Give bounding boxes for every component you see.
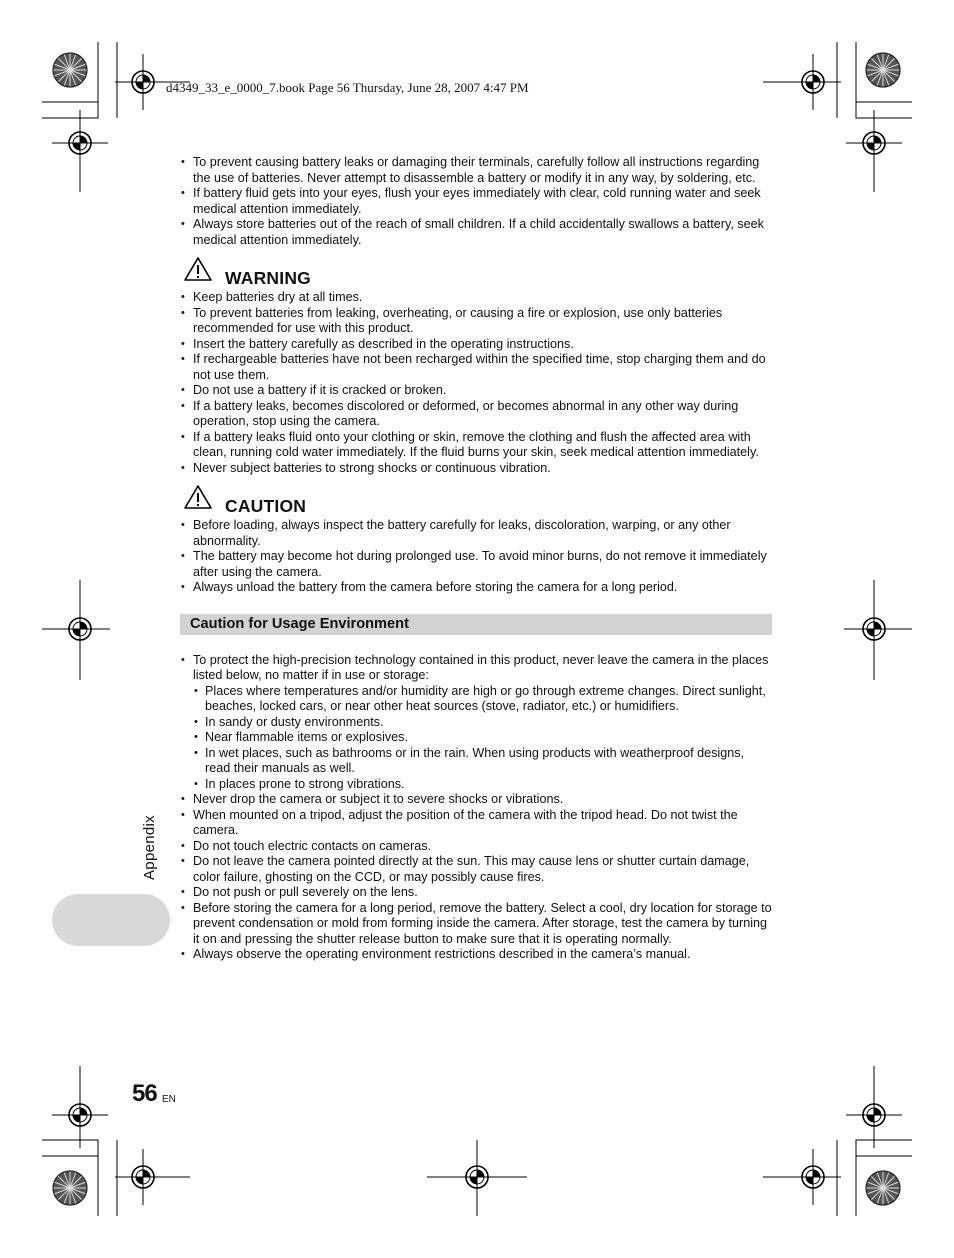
- sub-list-item: • In sandy or dusty environments.: [193, 715, 772, 731]
- list-item: • Do not touch electric contacts on cameras.: [180, 839, 772, 855]
- print-header-line: d4349_33_e_0000_7.book Page 56 Thursday, June 28, 2007 4:47 PM: [166, 80, 529, 95]
- list-item: • If battery fluid gets into your eyes, flush your eyes immediately with clear, cold running water and seek medical attention immediately.: [180, 186, 772, 217]
- list-item: • The battery may become hot during prolonged use. To avoid minor burns, do not remove it immediately after using the camera.: [180, 549, 772, 580]
- list-item: • If a battery leaks fluid onto your clothing or skin, remove the clothing and flush the affected area with clean, running cold water immediately. If the fluid burns your skin, seek medical attention immediately.: [180, 430, 772, 461]
- warning-bullet-list: [180, 290, 772, 476]
- list-item: • Insert the battery carefully as described in the operating instructions.: [180, 337, 772, 353]
- list-item: • Do not push or pull severely on the lens.: [180, 885, 772, 901]
- sub-list-item: • In places prone to strong vibrations.: [193, 777, 772, 793]
- environment-heading-bar: [180, 614, 772, 635]
- environment-bullet-list: [180, 653, 772, 963]
- intro-bullet-list: [180, 155, 772, 248]
- side-section-label: Appendix: [141, 815, 158, 880]
- caution-heading: [180, 484, 772, 514]
- list-item: • Always store batteries out of the reach of small children. If a child accidentally swallows a battery, seek medical attention immediately.: [180, 217, 772, 248]
- list-item: • Keep batteries dry at all times.: [180, 290, 772, 306]
- appendix-tab: [52, 894, 170, 946]
- page-language: EN: [162, 1094, 176, 1105]
- list-item: • To prevent causing battery leaks or damaging their terminals, carefully follow all instructions regarding the use of batteries. Never attempt to disassemble a battery or modify it in any way, by soldering, etc.: [180, 155, 772, 186]
- list-item: • To prevent batteries from leaking, overheating, or causing a fire or explosion, use only batteries recommended for use with this product.: [180, 306, 772, 337]
- list-item: • Do not leave the camera pointed directly at the sun. This may cause lens or shutter curtain damage, color failure, ghosting on the CCD, or may possibly cause fires.: [180, 854, 772, 885]
- list-item: • Always observe the operating environment restrictions described in the camera’s manual.: [180, 947, 772, 963]
- sub-list-item: • Places where temperatures and/or humidity are high or go through extreme changes. Direct sunlight, beaches, locked cars, or near other heat sources (stove, radiator, etc.) or humidifiers.: [193, 684, 772, 715]
- environment-sub-list: [193, 684, 772, 793]
- warning-triangle-icon: [183, 256, 213, 282]
- list-item: • Do not use a battery if it is cracked or broken.: [180, 383, 772, 399]
- warning-heading: [180, 256, 772, 286]
- list-item: • Always unload the battery from the camera before storing the camera for a long period.: [180, 580, 772, 596]
- environment-title: Caution for Usage Environment: [190, 615, 409, 632]
- page-number: 56: [132, 1080, 157, 1107]
- list-item: • Before loading, always inspect the battery carefully for leaks, discoloration, warping, or any other abnormality.: [180, 518, 772, 549]
- list-item: • When mounted on a tripod, adjust the position of the camera with the tripod head. Do not twist the camera.: [180, 808, 772, 839]
- warning-title: WARNING: [225, 268, 311, 288]
- list-item: • Never drop the camera or subject it to severe shocks or vibrations.: [180, 792, 772, 808]
- caution-triangle-icon: [183, 484, 213, 510]
- list-item: • Before storing the camera for a long period, remove the battery. Select a cool, dry location for storage to prevent condensation or mold from forming inside the camera. After storage, test the camera by turning it on and pressing the shutter release button to make sure that it is operating normally.: [180, 901, 772, 948]
- environment-lead-text: To protect the high-precision technology contained in this product, never leave the camera in the places listed below, no matter if in use or storage:: [193, 652, 769, 682]
- page-content: [180, 155, 772, 963]
- list-item: • If a battery leaks, becomes discolored or deformed, or becomes abnormal in any other way during operation, stop using the camera.: [180, 399, 772, 430]
- sub-list-item: • Near flammable items or explosives.: [193, 730, 772, 746]
- list-item: • If rechargeable batteries have not been recharged within the specified time, stop charging them and do not use them.: [180, 352, 772, 383]
- sub-list-item: • In wet places, such as bathrooms or in the rain. When using products with weatherproof designs, read their manuals as well.: [193, 746, 772, 777]
- caution-title: CAUTION: [225, 496, 307, 516]
- list-item: [180, 653, 772, 793]
- caution-bullet-list: [180, 518, 772, 596]
- list-item: • Never subject batteries to strong shocks or continuous vibration.: [180, 461, 772, 477]
